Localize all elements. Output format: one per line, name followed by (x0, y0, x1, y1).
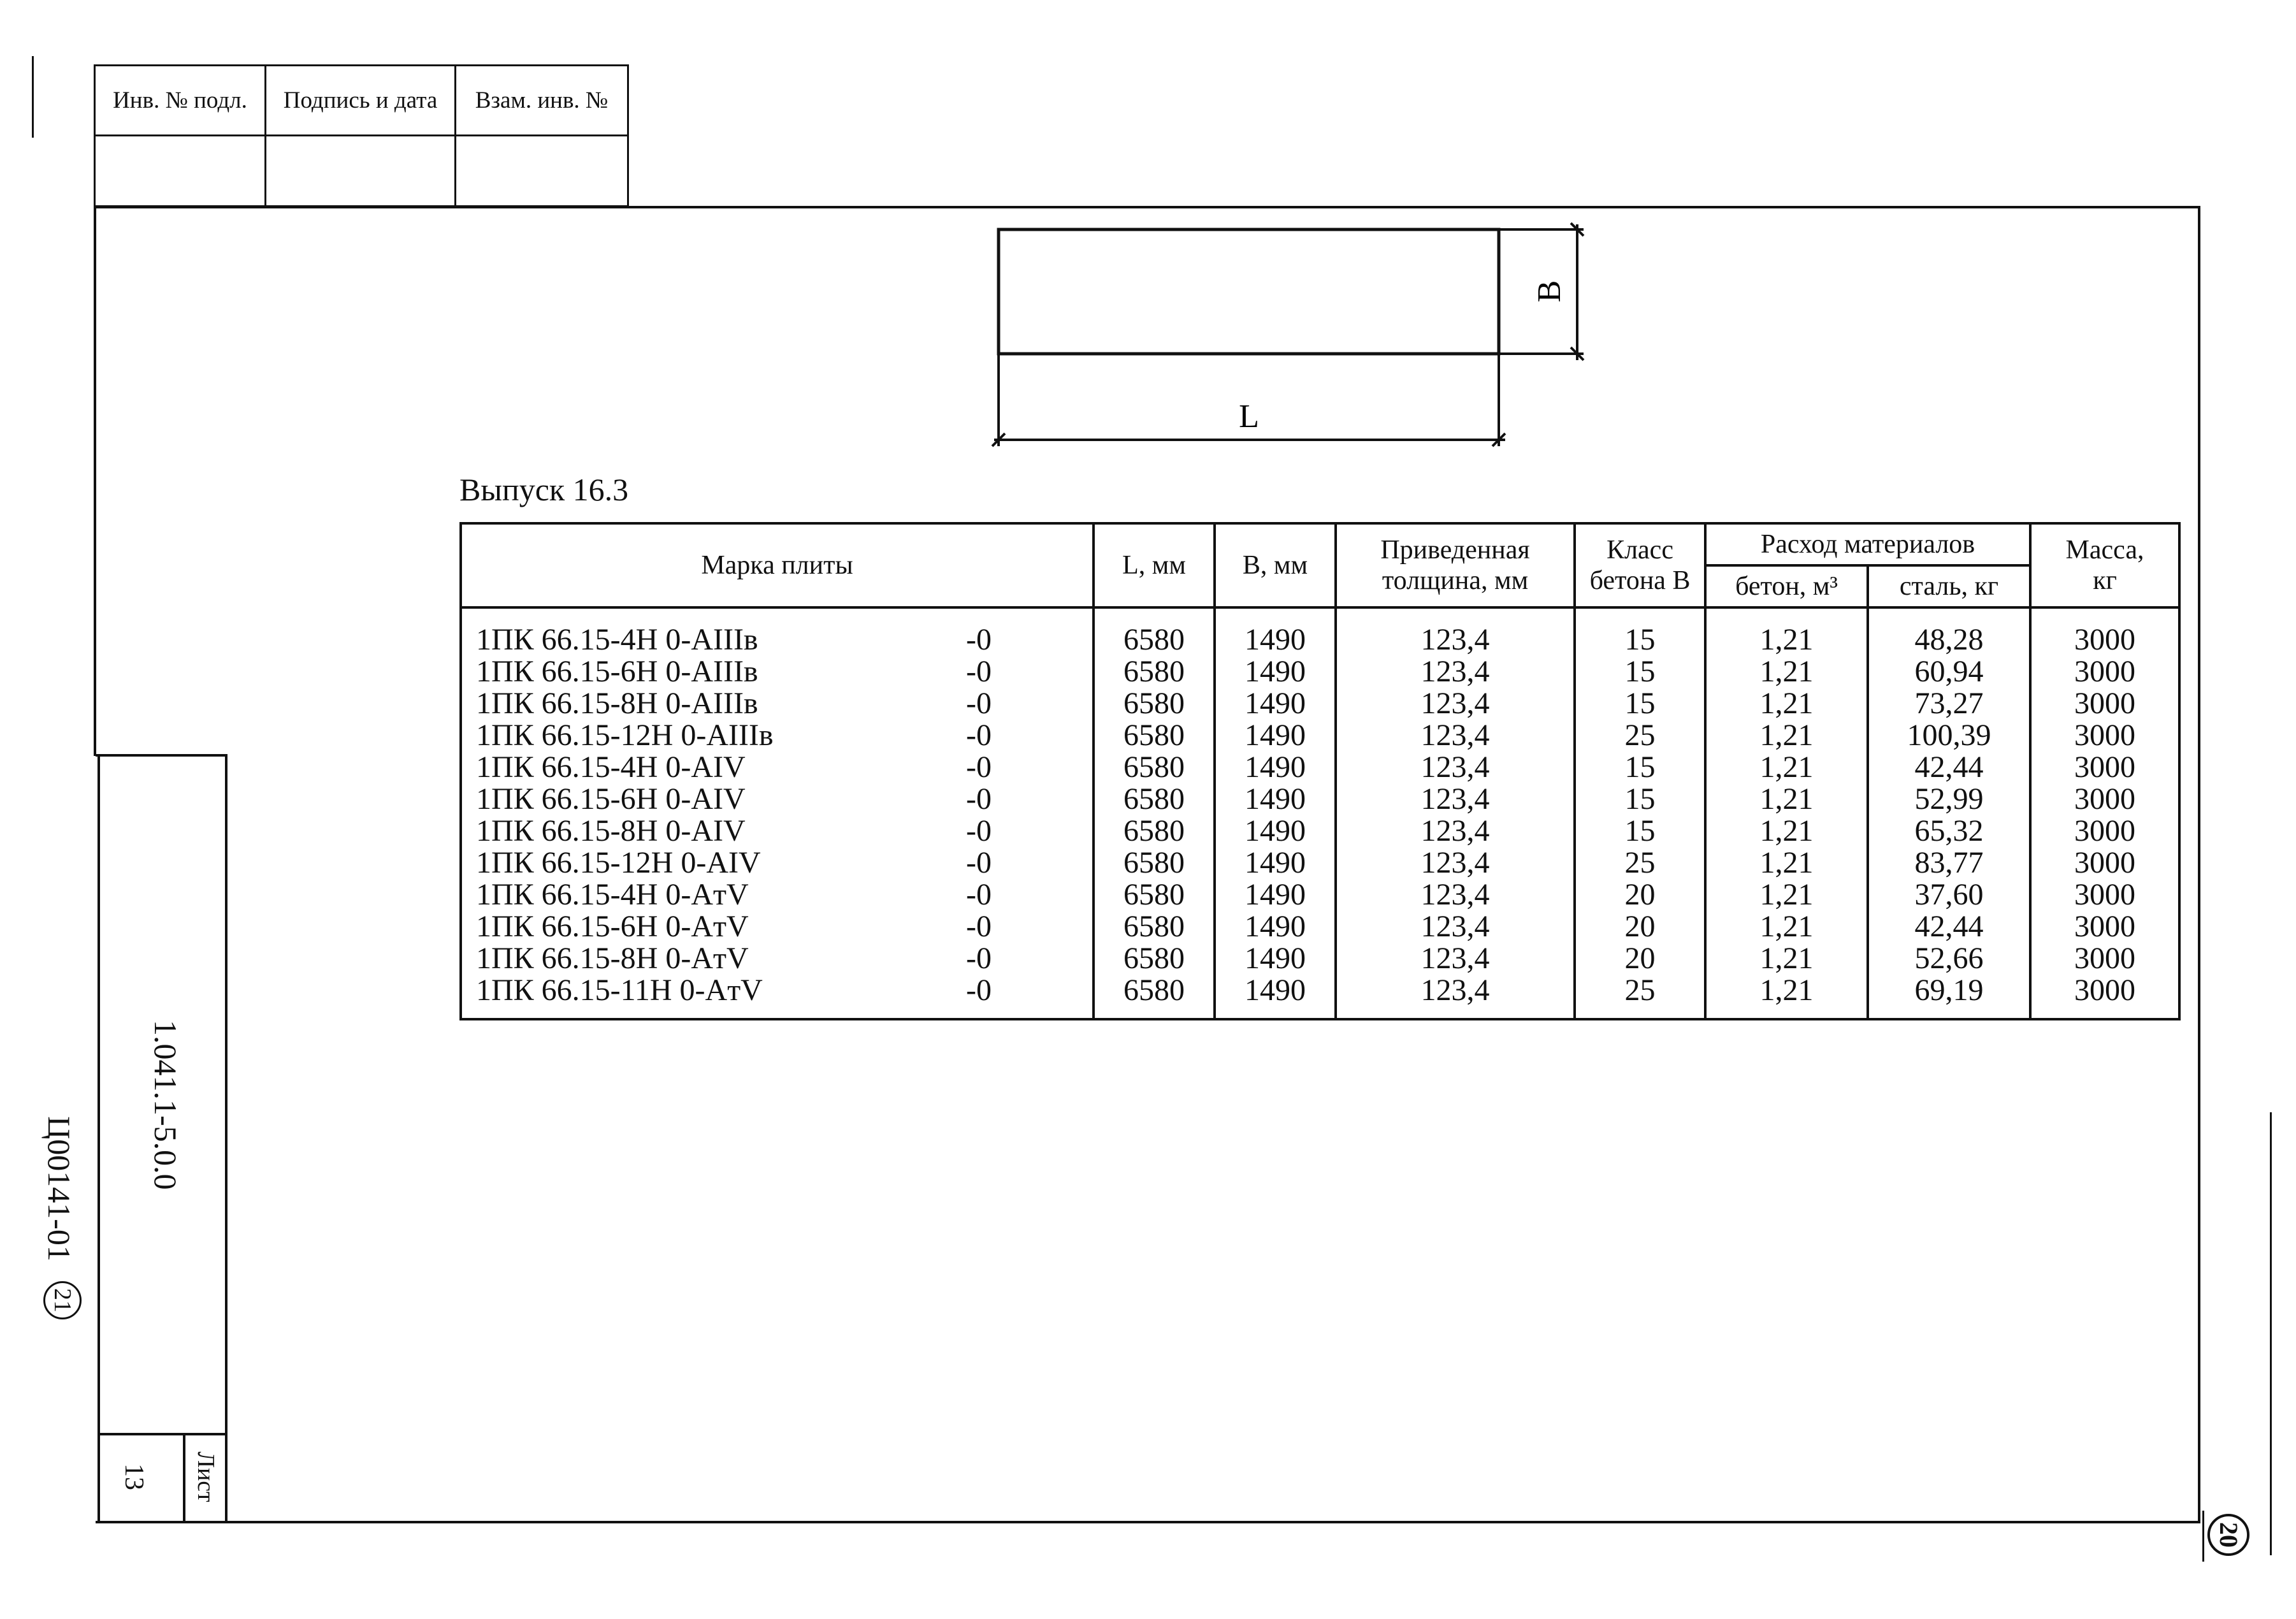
table-row (461, 720, 2179, 751)
stamp-cell-signature (266, 136, 456, 207)
page-circled-text: 20 (2207, 1514, 2249, 1556)
row-mark: 1ПК 66.15-8Н 0-AIIIв (461, 688, 966, 720)
row-width: 1490 (1215, 688, 1336, 720)
row-mass: 3000 (2030, 688, 2179, 720)
header-mass: Масса, кг (2030, 523, 2179, 607)
row-length: 6580 (1094, 815, 1215, 847)
row-steel: 100,39 (1868, 720, 2030, 751)
row-concrete-volume: 1,21 (1705, 656, 1868, 688)
row-concrete-volume: 1,21 (1705, 911, 1868, 943)
row-thickness: 123,4 (1336, 911, 1575, 943)
row-thickness: 123,4 (1336, 783, 1575, 815)
table-row (461, 879, 2179, 911)
side-block-divider (97, 1433, 227, 1435)
row-steel: 52,66 (1868, 943, 2030, 975)
table-row (461, 783, 2179, 815)
row-steel: 52,99 (1868, 783, 2030, 815)
row-mark: 1ПК 66.15-8Н 0-AтV (461, 943, 966, 975)
row-length: 6580 (1094, 975, 1215, 1019)
slab-spec-table (459, 522, 2181, 1020)
stamp-cell-replacement (456, 136, 628, 207)
table-row (461, 815, 2179, 847)
row-mark: 1ПК 66.15-12Н 0-AIV (461, 847, 966, 879)
header-width: B, мм (1215, 523, 1336, 607)
row-length: 6580 (1094, 656, 1215, 688)
row-concrete-volume: 1,21 (1705, 607, 1868, 656)
row-mass: 3000 (2030, 847, 2179, 879)
row-length: 6580 (1094, 751, 1215, 783)
row-steel: 73,27 (1868, 688, 2030, 720)
row-width: 1490 (1215, 720, 1336, 751)
row-suffix: -0 (966, 911, 1094, 943)
approval-stamp-table (94, 64, 629, 207)
row-mark: 1ПК 66.15-6Н 0-AIIIв (461, 656, 966, 688)
table-row (461, 607, 2179, 656)
table-row (461, 911, 2179, 943)
row-width: 1490 (1215, 656, 1336, 688)
row-mass: 3000 (2030, 720, 2179, 751)
row-thickness: 123,4 (1336, 879, 1575, 911)
row-width: 1490 (1215, 911, 1336, 943)
row-mass: 3000 (2030, 943, 2179, 975)
row-mass: 3000 (2030, 607, 2179, 656)
row-steel: 60,94 (1868, 656, 2030, 688)
slab-outline (999, 229, 1499, 354)
sheet-label: Лист (192, 1451, 219, 1502)
row-length: 6580 (1094, 783, 1215, 815)
row-suffix: -0 (966, 783, 1094, 815)
header-concrete-volume: бетон, м³ (1705, 565, 1868, 607)
row-length: 6580 (1094, 847, 1215, 879)
row-concrete-volume: 1,21 (1705, 975, 1868, 1019)
header-steel: сталь, кг (1868, 565, 2030, 607)
row-suffix: -0 (966, 720, 1094, 751)
row-concrete-volume: 1,21 (1705, 720, 1868, 751)
sheet-number: 13 (119, 1463, 148, 1490)
side-block-right (225, 754, 227, 1522)
row-concrete-volume: 1,21 (1705, 879, 1868, 911)
row-thickness: 123,4 (1336, 751, 1575, 783)
margin-circled-number (43, 1281, 82, 1319)
row-steel: 42,44 (1868, 911, 2030, 943)
row-suffix: -0 (966, 751, 1094, 783)
page-circled-number (2209, 1514, 2249, 1555)
row-mark: 1ПК 66.15-6Н 0-AIV (461, 783, 966, 815)
row-mass: 3000 (2030, 751, 2179, 783)
row-concrete-volume: 1,21 (1705, 943, 1868, 975)
row-suffix: -0 (966, 688, 1094, 720)
row-concrete-volume: 1,21 (1705, 751, 1868, 783)
row-mass: 3000 (2030, 975, 2179, 1019)
row-mark: 1ПК 66.15-11Н 0-AтV (461, 975, 966, 1019)
row-width: 1490 (1215, 815, 1336, 847)
row-concrete-class: 15 (1575, 815, 1705, 847)
row-steel: 42,44 (1868, 751, 2030, 783)
row-mass: 3000 (2030, 879, 2179, 911)
row-thickness: 123,4 (1336, 656, 1575, 688)
row-length: 6580 (1094, 911, 1215, 943)
right-margin-line (2270, 1112, 2272, 1555)
header-concrete-class: Класс бетона B (1575, 523, 1705, 607)
row-width: 1490 (1215, 943, 1336, 975)
row-length: 6580 (1094, 879, 1215, 911)
row-mark: 1ПК 66.15-4Н 0-AIIIв (461, 607, 966, 656)
header-materials: Расход материалов (1705, 523, 2030, 565)
row-steel: 83,77 (1868, 847, 2030, 879)
row-width: 1490 (1215, 607, 1336, 656)
stamp-header-signature: Подпись и дата (266, 66, 456, 136)
row-steel: 65,32 (1868, 815, 2030, 847)
row-length: 6580 (1094, 720, 1215, 751)
row-mark: 1ПК 66.15-4Н 0-AIV (461, 751, 966, 783)
row-concrete-volume: 1,21 (1705, 847, 1868, 879)
dim-label-L: L (1239, 398, 1259, 435)
margin-code: Ц00141-01 (41, 1116, 77, 1261)
table-row (461, 943, 2179, 975)
page-number-box-left (2202, 1511, 2204, 1562)
row-length: 6580 (1094, 607, 1215, 656)
side-block-left (97, 754, 100, 1522)
row-suffix: -0 (966, 815, 1094, 847)
row-concrete-volume: 1,21 (1705, 783, 1868, 815)
row-steel: 48,28 (1868, 607, 2030, 656)
row-width: 1490 (1215, 879, 1336, 911)
row-width: 1490 (1215, 783, 1336, 815)
row-mark: 1ПК 66.15-8Н 0-AIV (461, 815, 966, 847)
sheet-divider (183, 1434, 185, 1522)
frame-left (94, 206, 96, 756)
table-row (461, 656, 2179, 688)
table-row (461, 847, 2179, 879)
row-thickness: 123,4 (1336, 815, 1575, 847)
stamp-header-inv: Инв. № подл. (95, 66, 266, 136)
row-width: 1490 (1215, 975, 1336, 1019)
row-steel: 37,60 (1868, 879, 2030, 911)
frame-bottom (96, 1521, 2200, 1523)
row-thickness: 123,4 (1336, 720, 1575, 751)
table-body (461, 607, 2179, 1019)
stamp-cell-inv (95, 136, 266, 207)
margin-circled-text: 21 (43, 1281, 82, 1319)
row-concrete-class: 15 (1575, 607, 1705, 656)
row-concrete-class: 15 (1575, 783, 1705, 815)
row-concrete-class: 20 (1575, 943, 1705, 975)
row-suffix: -0 (966, 607, 1094, 656)
row-concrete-class: 20 (1575, 879, 1705, 911)
stamp-header-replacement: Взам. инв. № (456, 66, 628, 136)
row-suffix: -0 (966, 847, 1094, 879)
frame-right (2198, 206, 2200, 1522)
header-length: L, мм (1094, 523, 1215, 607)
row-thickness: 123,4 (1336, 688, 1575, 720)
row-mark: 1ПК 66.15-4Н 0-AтV (461, 879, 966, 911)
table-row (461, 751, 2179, 783)
row-concrete-volume: 1,21 (1705, 688, 1868, 720)
row-concrete-class: 25 (1575, 975, 1705, 1019)
margin-line (32, 56, 34, 138)
row-length: 6580 (1094, 688, 1215, 720)
side-block-top (96, 754, 227, 757)
dim-label-B: B (1531, 280, 1568, 303)
header-mark: Марка плиты (461, 523, 1094, 607)
row-concrete-class: 15 (1575, 688, 1705, 720)
row-suffix: -0 (966, 943, 1094, 975)
table-row (461, 688, 2179, 720)
row-thickness: 123,4 (1336, 607, 1575, 656)
row-mark: 1ПК 66.15-6Н 0-AтV (461, 911, 966, 943)
slab-diagram (981, 217, 1606, 459)
row-length: 6580 (1094, 943, 1215, 975)
row-concrete-class: 25 (1575, 847, 1705, 879)
row-thickness: 123,4 (1336, 975, 1575, 1019)
row-mass: 3000 (2030, 783, 2179, 815)
row-concrete-class: 15 (1575, 751, 1705, 783)
row-suffix: -0 (966, 879, 1094, 911)
release-label: Выпуск 16.3 (459, 472, 629, 507)
row-mass: 3000 (2030, 815, 2179, 847)
row-suffix: -0 (966, 656, 1094, 688)
table-row (461, 975, 2179, 1019)
row-mass: 3000 (2030, 656, 2179, 688)
row-concrete-class: 25 (1575, 720, 1705, 751)
row-thickness: 123,4 (1336, 847, 1575, 879)
row-mark: 1ПК 66.15-12Н 0-AIIIв (461, 720, 966, 751)
row-concrete-volume: 1,21 (1705, 815, 1868, 847)
row-width: 1490 (1215, 751, 1336, 783)
row-suffix: -0 (966, 975, 1094, 1019)
row-width: 1490 (1215, 847, 1336, 879)
header-thickness: Приведенная толщина, мм (1336, 523, 1575, 607)
row-concrete-class: 15 (1575, 656, 1705, 688)
row-steel: 69,19 (1868, 975, 2030, 1019)
row-mass: 3000 (2030, 911, 2179, 943)
document-code: 1.041.1-5.0.0 (148, 1020, 184, 1190)
row-concrete-class: 20 (1575, 911, 1705, 943)
frame-top (94, 206, 2200, 208)
row-thickness: 123,4 (1336, 943, 1575, 975)
